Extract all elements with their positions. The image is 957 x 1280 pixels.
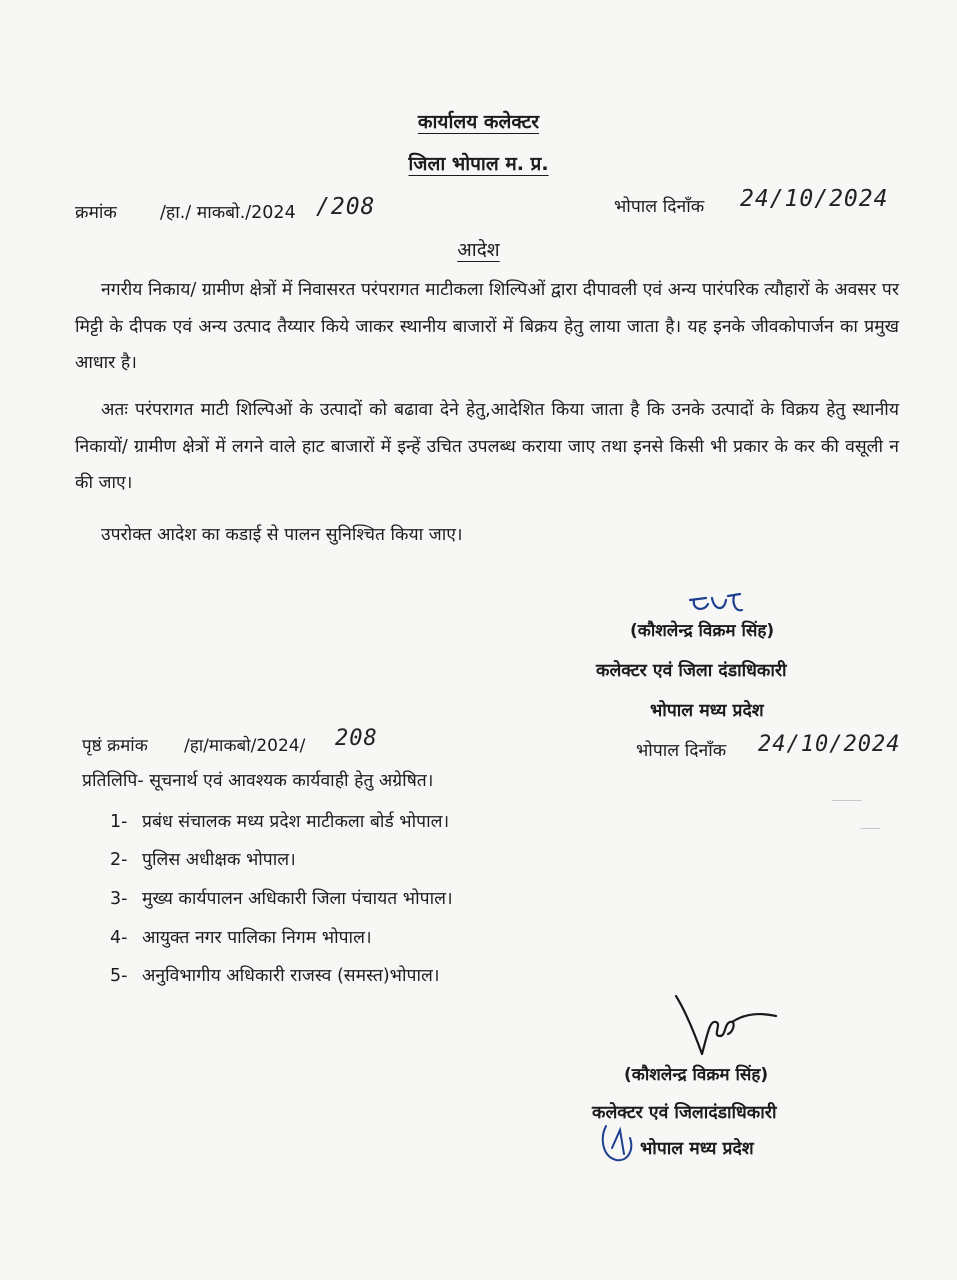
endorsement-number-handwritten: 208 — [335, 726, 378, 751]
endorsement-label: पृष्ठं क्रमांक — [82, 736, 148, 756]
order-paragraph-3: उपरोक्त आदेश का कडाई से पालन सुनिश्चित किया जाए। — [101, 525, 463, 545]
signatory-name-1: (कौशलेन्द्र विक्रम सिंह) — [630, 621, 775, 641]
reference-date-label: भोपाल दिनाँक — [614, 197, 705, 217]
reference-label: क्रमांक — [75, 203, 117, 223]
recipient-item — [110, 847, 296, 871]
order-paragraph-1: नगरीय निकाय/ ग्रामीण क्षेत्रों में निवासरत परंपरागत माटीकला शिल्पिओं द्वारा दीपावली एवं अन्य पारंपरिक त्यौहारों के अवसर पर मिट्टी के दीपक एवं अन्य उत्पाद तैय्यार किये जाकर स्थानीय बाजारों में बिक्रय हेतु लाया जाता है। यह इनके जीवकोपार्जन का प्रमुख आधार है। — [75, 280, 899, 373]
recipient-item — [110, 925, 372, 949]
signatory-designation-1: कलेक्टर एवं जिला दंडाधिकारी — [596, 661, 787, 681]
recipient-number: 1- — [110, 812, 128, 832]
handwritten-signature-image — [672, 992, 782, 1062]
signatory-location-1: भोपाल मध्य प्रदेश — [650, 701, 764, 721]
recipient-text: मुख्य कार्यपालन अधिकारी जिला पंचायत भोपाल। — [142, 889, 453, 909]
endorsement-date-label: भोपाल दिनाँक — [636, 741, 727, 761]
order-title: आदेश — [457, 239, 500, 261]
signatory-location-2: भोपाल मध्य प्रदेश — [640, 1139, 754, 1159]
office-heading: कार्यालय कलेक्टर — [417, 111, 540, 133]
recipient-text: अनुविभागीय अधिकारी राजस्व (समस्त)भोपाल। — [142, 966, 440, 986]
reference-date-handwritten: 24/10/2024 — [740, 186, 889, 212]
scan-speck — [832, 800, 862, 801]
recipient-item — [110, 886, 453, 910]
recipient-number: 5- — [110, 966, 128, 986]
order-paragraph-2: अतः परंपरागत माटी शिल्पिओं के उत्पादों को बढावा देने हेतु,आदेशित किया जाता है कि उनके उत्पादों के विक्रय हेतु स्थानीय निकायों/ ग्रामीण क्षेत्रों में लगने वाले हाट बाजारों में इन्हें उचित उपलब्ध कराया जाए तथा इनसे किसी भी प्रकार के कर की वसूली न की जाए। — [75, 400, 899, 493]
endorsement-code: /हा/माकबो/2024/ — [184, 736, 306, 756]
recipient-number: 4- — [110, 928, 128, 948]
reference-code: /हा./ माकबो./2024 — [160, 203, 296, 223]
recipient-text: प्रबंध संचालक मध्य प्रदेश माटीकला बोर्ड भोपाल। — [142, 812, 450, 832]
endorsement-date-handwritten: 24/10/2024 — [758, 732, 901, 757]
recipient-number: 2- — [110, 850, 128, 870]
initials-mark-image — [598, 1120, 638, 1164]
scan-speck — [860, 828, 880, 829]
district-heading: जिला भोपाल म. प्र. — [408, 153, 549, 175]
recipient-text: आयुक्त नगर पालिका निगम भोपाल। — [142, 928, 372, 948]
reference-number-handwritten: /208 — [316, 194, 376, 220]
signatory-name-2: (कौशलेन्द्र विक्रम सिंह) — [624, 1065, 769, 1085]
recipient-item — [110, 963, 439, 987]
recipient-text: पुलिस अधीक्षक भोपाल। — [142, 850, 296, 870]
recipient-item — [110, 809, 449, 833]
copy-forward-line: प्रतिलिपि- सूचनार्थ एवं आवश्यक कार्यवाही हेतु अग्रेषित। — [82, 771, 434, 791]
recipient-number: 3- — [110, 889, 128, 909]
signatory-designation-2: कलेक्टर एवं जिलादंडाधिकारी — [592, 1103, 777, 1123]
